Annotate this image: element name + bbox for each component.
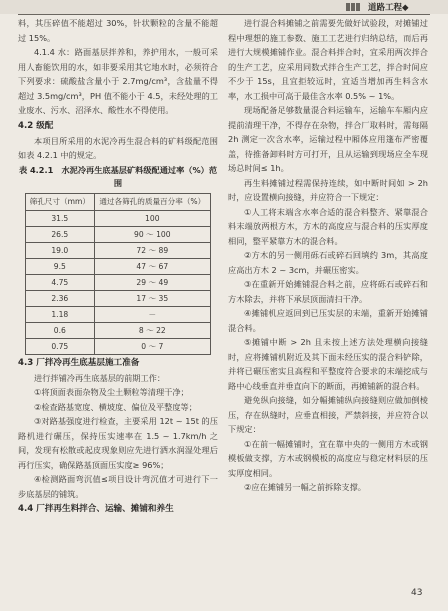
table-row [26,338,211,354]
table-cell: 0 ～ 7 [94,338,210,354]
paragraph: 本项目所采用的水泥冷再生混合料的矿料级配范围如表 4.2.1 中的规定。 [18,135,218,160]
table-header-row [26,193,211,210]
paragraph: ②检查路基宽度、横坡度、偏位及平整度等； [34,401,197,412]
table-cell: 2.36 [26,290,95,306]
section-title: 道路工程◆ [368,3,409,13]
table-cell: 19.0 [26,242,95,258]
table-cell: 31.5 [26,210,95,226]
paragraph: ③对路基强度进行检查，主要采用 12t ~ 15t 的压路机进行碾压，保持压实速率在 1.5 ~ 1.7km/h 之间，发现有松散或起皮现象则应先进行洒水润湿处理后再行压实，确保路基顶面压实度≥ 96%； [18,416,218,470]
table-row [26,322,211,338]
table-row [26,226,211,242]
section-heading: 4.3 厂拌冷再生底基层施工准备 [18,357,140,368]
page-number: 43 [411,588,423,598]
table-cell: 47 ～ 67 [94,258,210,274]
paragraph: 现场配备足够数量混合料运输车，运输车车厢内应提前清理干净，不得存在杂物，拌合厂取料时，需每隔 2h 测定一次含水率，运输过程中厢体应用篷布严密覆盖，待推备卸料时方可打开，且从运输到现场应全车现场总时间≤ 1h。 [228,105,428,173]
section-heading: 4.2 级配 [18,120,54,131]
paragraph: 再生料摊铺过程需保持连续，如中断时间如 > 2h 时，应设置横向接缝，并应符合一下规定： [228,177,428,202]
table-cell: 29 ～ 49 [94,274,210,290]
right-column [228,16,428,495]
paragraph: ②方木的另一侧用砾石或碎石回填约 3m，其高度应高出方木 2 ~ 3cm，并碾压密实。 [228,250,428,275]
section-heading: 4.4 厂拌再生料拌合、运输、摊铺和养生 [18,504,174,514]
table-cell: 100 [94,210,210,226]
table-row [26,242,211,258]
paragraph: ④摊铺机应返回到已压实层的末端，重新开始摊铺混合料。 [228,308,428,333]
header-rule [18,14,430,15]
column-header: 筛孔尺寸（mm） [26,193,95,210]
paragraph: ⑤摊铺中断 > 2h 且未按上述方法处理横向接缝时，应将摊铺机附近及其下面未经压实的混合料铲除，并将已碾压密实且高程和平整度符合要求的末端挖成与路中心线垂直并垂直向下的断面，再摊铺新的混合料。 [228,337,428,391]
table-cell: 90 ～ 100 [94,226,210,242]
table-caption: 表 4.2.1 水泥冷再生底基层矿料级配通过率（%）范围 [18,164,218,188]
paragraph: ①将顶面表面杂物及尘土颗粒等清理干净； [34,387,189,397]
paragraph: ①在前一幅摊铺时，宜在靠中央的一侧用方木或钢模板做支撑，方木或钢模板的高度应与稳定材料层的压实厚度相同。 [228,438,428,478]
table-cell: － [94,306,210,322]
table-row [26,274,211,290]
table-row [26,210,211,226]
column-header: 通过各筛孔的质量百分率（%） [94,193,210,210]
paragraph: 进行拌铺冷再生底基层的前期工作： [34,372,166,383]
table-cell: 9.5 [26,258,95,274]
paragraph: ②应在摊铺另一幅之前拆除支撑。 [244,482,366,492]
table-row [26,306,211,322]
table-cell: 8 ～ 22 [94,322,210,338]
table-cell: 1.18 [26,306,95,322]
table-cell: 17 ～ 35 [94,290,210,306]
table-cell: 4.75 [26,274,95,290]
table-cell: 72 ～ 89 [94,242,210,258]
table-row [26,258,211,274]
paragraph: 料，其压碎值不能超过 30%，针状颗粒的含量不能超过 15%。 [18,18,218,43]
table-cell: 26.5 [26,226,95,242]
paragraph: ①人工将末端含水率合适的混合料整齐、紧靠混合料末端放两根方木，方木的高度应与混合料的压实厚度相同，整平紧靠方木的混合料。 [228,206,428,246]
table-cell: 0.75 [26,338,95,354]
table-row [26,290,211,306]
header-decoration [346,3,360,11]
paragraph: ④检测路面弯沉值≤项目设计弯沉值才可进行下一步底基层的铺筑。 [18,474,218,499]
gradation-table [25,193,211,355]
table-cell: 0.6 [26,322,95,338]
left-column [18,16,218,517]
paragraph: 4.1.4 水：路面基层拌养和，养护用水，一般可采用人畜能饮用的水，如非要采用其它地水时，必须符合下列要求：硫酸盐含量小于 2.7mg/cm³，含盐量不得超过 3.5mg/cm³，PH 值不能小于 4.5，未经处理的工业废水、污水、沼泽水、酸性水不得使用。 [18,47,218,115]
paragraph: 避免纵向接缝，如分幅摊铺纵向接缝则应做加倒棱压，存在纵缝时，应垂直相接，严禁斜接，并应符合以下规定： [228,395,428,434]
paragraph: ③在重新开始摊铺混合料之前，应将砾石或碎石和方木除去，并将下承层顶面清扫干净。 [228,279,428,304]
paragraph: 进行混合料摊铺之前需要先做好试验段，对摊铺过程中理想的施工参数、施工工艺进行归纳总结，而后再进行大规模摊铺作业。混合料拌合时，宜采用两次拌合的生产工艺，应采用同数式拌合生产工艺，拌合时间应不少于 15s，且宜拒较远时，宜适当增加再生料含水率，水工损中可高于最佳含水率 0.5% ~ 1%。 [228,18,428,101]
